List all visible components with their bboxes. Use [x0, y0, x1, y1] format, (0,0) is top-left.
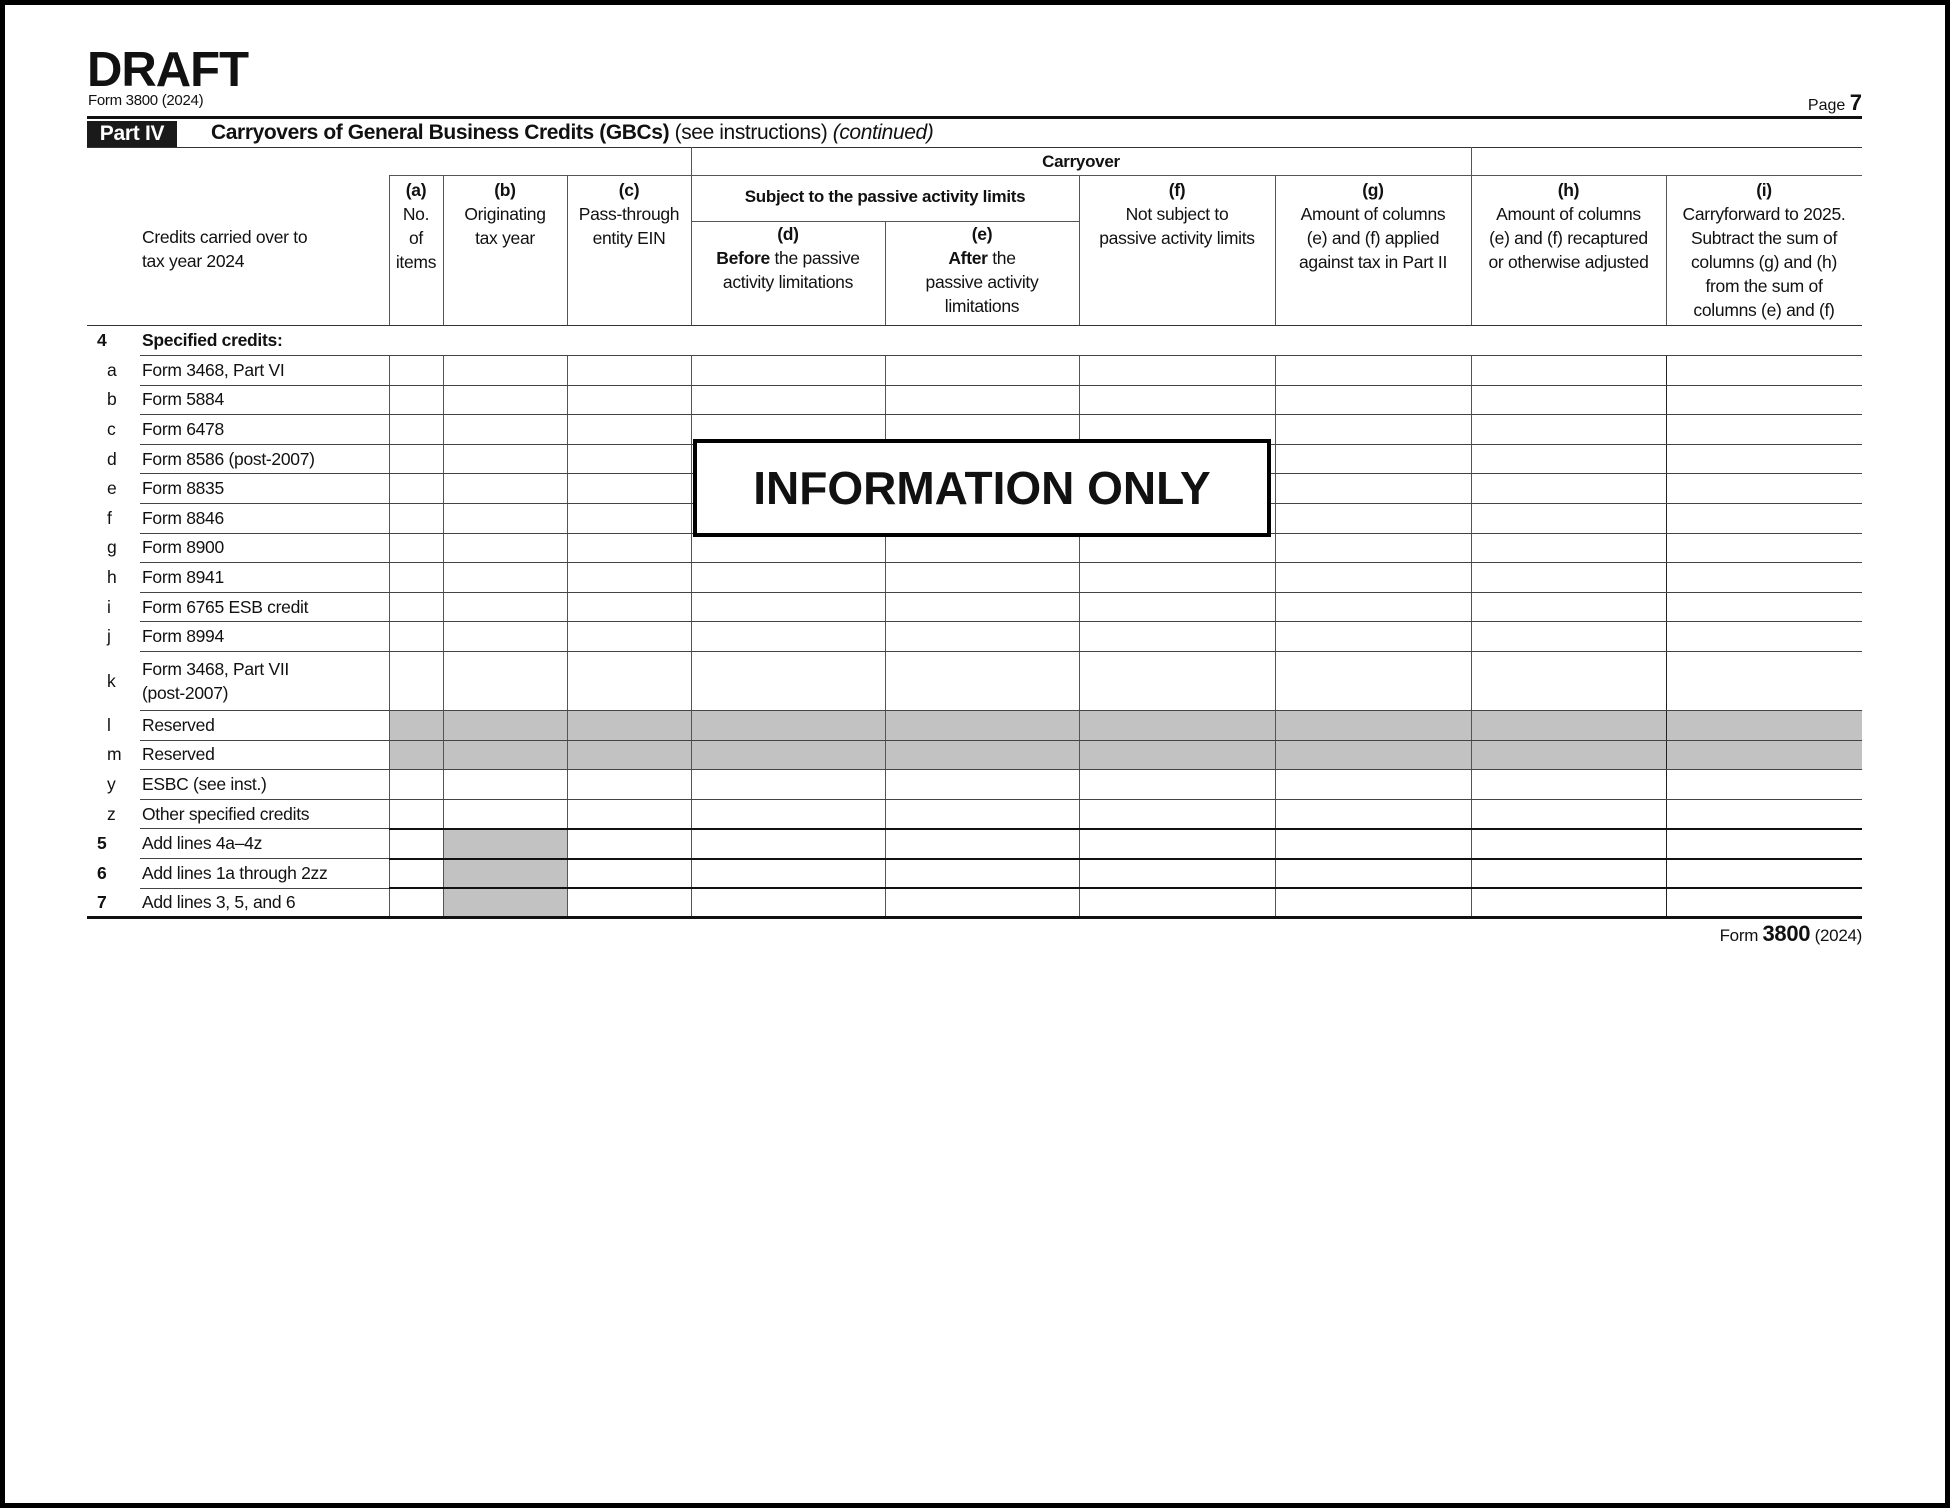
entry-cell-a[interactable] — [389, 770, 443, 800]
table-row — [87, 740, 1862, 770]
line-description: Reserved — [140, 711, 389, 741]
line-number: k — [107, 670, 116, 691]
line-description: Form 8900 — [140, 533, 389, 563]
subject-passive-header: Subject to the passive activity limits — [744, 187, 1026, 206]
entry-cell-d[interactable] — [691, 385, 885, 415]
col-text: columns (g) and (h) — [1690, 252, 1838, 272]
entry-cell-e[interactable] — [885, 829, 1079, 859]
entry-cell-h[interactable] — [1471, 563, 1666, 593]
entry-cell-a[interactable] — [389, 829, 443, 859]
entry-cell-i[interactable] — [1666, 504, 1862, 534]
entry-cell-i[interactable] — [1666, 799, 1862, 829]
line-description: Add lines 4a–4z — [140, 829, 389, 859]
entry-cell-d[interactable] — [691, 652, 885, 711]
line-description: Reserved — [140, 740, 389, 770]
line-description: Form 8994 — [140, 622, 389, 652]
line-number: b — [107, 389, 117, 410]
entry-cell-e[interactable] — [885, 888, 1079, 918]
line-description-text: (post-2007) — [142, 683, 229, 704]
entry-cell-a[interactable] — [389, 859, 443, 889]
line-number: m — [107, 744, 122, 765]
line-description: Form 8846 — [140, 504, 389, 534]
entry-cell-b[interactable] — [443, 474, 567, 504]
entry-cell-b — [443, 888, 567, 918]
entry-cell-i[interactable] — [1666, 444, 1862, 474]
line-description: Add lines 1a through 2zz — [140, 859, 389, 889]
col-text: entity EIN — [592, 228, 666, 248]
entry-cell-h[interactable] — [1471, 770, 1666, 800]
entry-cell-h[interactable] — [1471, 888, 1666, 918]
entry-cell-i[interactable] — [1666, 592, 1862, 622]
entry-cell-d — [691, 740, 885, 770]
entry-cell-f[interactable] — [1079, 533, 1275, 563]
entry-cell-a[interactable] — [389, 444, 443, 474]
entry-cell-b[interactable] — [443, 385, 567, 415]
entry-cell-i — [1666, 740, 1862, 770]
entry-cell-e[interactable] — [885, 356, 1079, 386]
col-text: from the sum of — [1705, 276, 1823, 296]
entry-cell-e[interactable] — [885, 563, 1079, 593]
credits-header — [142, 225, 307, 273]
entry-cell-i[interactable] — [1666, 652, 1862, 711]
entry-cell-i[interactable] — [1666, 356, 1862, 386]
credits-header-line: tax year 2024 — [142, 251, 245, 271]
col-g-header — [1275, 178, 1471, 274]
part-title-italic: (continued) — [832, 121, 934, 144]
entry-cell-h[interactable] — [1471, 859, 1666, 889]
part-label: Part IV — [87, 121, 177, 147]
entry-cell-a[interactable] — [389, 474, 443, 504]
line-number: f — [107, 507, 112, 528]
entry-cell-g[interactable] — [1275, 770, 1471, 800]
entry-cell-c[interactable] — [567, 504, 691, 534]
entry-cell-g[interactable] — [1275, 652, 1471, 711]
line-description: Form 8586 (post-2007) — [140, 444, 389, 474]
col-letter: (g) — [1362, 180, 1384, 200]
entry-cell-c[interactable] — [567, 356, 691, 386]
col-text: Subtract the sum of — [1690, 228, 1838, 248]
entry-cell-a[interactable] — [389, 799, 443, 829]
form-year: Form 3800 (2024) — [88, 92, 204, 109]
entry-cell-g[interactable] — [1275, 799, 1471, 829]
entry-cell-b[interactable] — [443, 622, 567, 652]
entry-cell-e[interactable] — [885, 799, 1079, 829]
entry-cell-f — [1079, 711, 1275, 741]
col-letter: (b) — [494, 180, 516, 200]
table-row — [87, 622, 1862, 652]
page-label: Page — [1807, 97, 1846, 114]
col-letter: (d) — [777, 224, 799, 244]
entry-cell-h[interactable] — [1471, 415, 1666, 445]
col-text: (e) and (f) recaptured — [1489, 228, 1648, 248]
entry-cell-a[interactable] — [389, 622, 443, 652]
entry-cell-f — [1079, 740, 1275, 770]
entry-cell-b[interactable] — [443, 770, 567, 800]
footer-form-number: 3800 — [1762, 921, 1811, 946]
line-description: Form 6765 ESB credit — [140, 592, 389, 622]
table-row — [87, 711, 1862, 741]
entry-cell-d — [691, 711, 885, 741]
credits-header-line: Credits carried over to — [142, 227, 308, 247]
entry-cell-h[interactable] — [1471, 444, 1666, 474]
entry-cell-f[interactable] — [1079, 799, 1275, 829]
carryover-table — [87, 326, 1862, 919]
entry-cell-c[interactable] — [567, 415, 691, 445]
line-description: Form 3468, Part VI — [140, 356, 389, 386]
line-number: h — [107, 567, 117, 588]
part-title — [211, 120, 933, 146]
entry-cell-i[interactable] — [1666, 385, 1862, 415]
table-row — [87, 652, 1862, 711]
entry-cell-a[interactable] — [389, 415, 443, 445]
entry-cell-e[interactable] — [885, 859, 1079, 889]
table-row — [87, 592, 1862, 622]
page-num: 7 — [1849, 90, 1862, 115]
entry-cell-h[interactable] — [1471, 622, 1666, 652]
entry-cell-h — [1471, 711, 1666, 741]
col-c-header — [567, 178, 691, 250]
entry-cell-a[interactable] — [389, 504, 443, 534]
entry-cell-c[interactable] — [567, 444, 691, 474]
table-row — [87, 533, 1862, 563]
entry-cell-c — [567, 740, 691, 770]
entry-cell-i[interactable] — [1666, 415, 1862, 445]
entry-cell-g — [1275, 711, 1471, 741]
col-text: activity limitations — [722, 272, 854, 292]
entry-cell-a[interactable] — [389, 563, 443, 593]
entry-cell-f[interactable] — [1079, 652, 1275, 711]
entry-cell-f[interactable] — [1079, 888, 1275, 918]
entry-cell-h[interactable] — [1471, 385, 1666, 415]
entry-cell-b[interactable] — [443, 415, 567, 445]
col-text: tax year — [475, 228, 535, 248]
col-bold: Before — [716, 248, 770, 268]
entry-cell-d[interactable] — [691, 799, 885, 829]
line-number: y — [107, 774, 116, 795]
entry-cell-d[interactable] — [691, 592, 885, 622]
entry-cell-c[interactable] — [567, 829, 691, 859]
col-bold: After — [948, 248, 988, 268]
line-description: Form 8941 — [140, 563, 389, 593]
col-text: items — [395, 252, 437, 272]
entry-cell-g[interactable] — [1275, 444, 1471, 474]
entry-cell-g[interactable] — [1275, 504, 1471, 534]
entry-cell-h[interactable] — [1471, 504, 1666, 534]
entry-cell-h[interactable] — [1471, 652, 1666, 711]
col-letter: (i) — [1756, 180, 1772, 200]
entry-cell-i[interactable] — [1666, 888, 1862, 918]
col-text: Not subject to — [1125, 204, 1229, 224]
line-number: e — [107, 478, 117, 499]
line-number: c — [107, 419, 116, 440]
line-number: 7 — [87, 888, 140, 918]
entry-cell-b[interactable] — [443, 356, 567, 386]
line-description: Form 5884 — [140, 385, 389, 415]
carryover-header: Carryover — [1042, 152, 1120, 171]
entry-cell-g[interactable] — [1275, 888, 1471, 918]
col-e-header — [885, 222, 1079, 318]
entry-cell-b[interactable] — [443, 563, 567, 593]
line-number: a — [107, 359, 117, 380]
table-row — [87, 888, 1862, 918]
entry-cell-d[interactable] — [691, 622, 885, 652]
line-description: Add lines 3, 5, and 6 — [140, 888, 389, 918]
entry-cell-i[interactable] — [1666, 622, 1862, 652]
entry-cell-a[interactable] — [389, 652, 443, 711]
entry-cell-b — [443, 859, 567, 889]
entry-cell-e — [885, 711, 1079, 741]
line-description-text: Form 3468, Part VII — [142, 659, 289, 680]
line-description: Form 8835 — [140, 474, 389, 504]
entry-cell-a[interactable] — [389, 592, 443, 622]
entry-cell-f[interactable] — [1079, 859, 1275, 889]
col-text: Amount of columns — [1300, 204, 1446, 224]
entry-cell-h[interactable] — [1471, 533, 1666, 563]
col-text: Originating — [464, 204, 546, 224]
entry-cell-b[interactable] — [443, 444, 567, 474]
col-letter: (f) — [1168, 180, 1186, 200]
table-row — [87, 563, 1862, 593]
entry-cell-i[interactable] — [1666, 770, 1862, 800]
entry-cell-d[interactable] — [691, 563, 885, 593]
col-letter: (a) — [405, 180, 427, 200]
col-letter: (c) — [618, 180, 640, 200]
footer-form-year: (2024) — [1810, 926, 1862, 945]
entry-cell-b[interactable] — [443, 592, 567, 622]
entry-cell-b — [443, 829, 567, 859]
col-text: limitations — [944, 296, 1020, 316]
entry-cell-i[interactable] — [1666, 859, 1862, 889]
entry-cell-f[interactable] — [1079, 592, 1275, 622]
col-text: Carryforward to 2025. — [1682, 204, 1846, 224]
entry-cell-d[interactable] — [691, 533, 885, 563]
entry-cell-e[interactable] — [885, 385, 1079, 415]
entry-cell-g[interactable] — [1275, 592, 1471, 622]
line-description: Form 6478 — [140, 415, 389, 445]
entry-cell-c[interactable] — [567, 770, 691, 800]
table-row — [87, 385, 1862, 415]
line-number: l — [107, 714, 111, 735]
line-number: j — [107, 626, 111, 647]
col-text: columns (e) and (f) — [1693, 300, 1835, 320]
entry-cell-a — [389, 711, 443, 741]
col-text: of — [409, 228, 423, 248]
entry-cell-c[interactable] — [567, 799, 691, 829]
col-text: passive activity — [925, 272, 1039, 292]
entry-cell-e — [885, 740, 1079, 770]
table-row — [87, 799, 1862, 829]
entry-cell-g[interactable] — [1275, 415, 1471, 445]
footer-form-label: Form — [1719, 926, 1763, 945]
col-text — [691, 246, 885, 270]
table-row — [87, 829, 1862, 859]
entry-cell-g[interactable] — [1275, 563, 1471, 593]
entry-cell-b — [443, 740, 567, 770]
information-only-watermark: INFORMATION ONLY — [693, 439, 1271, 537]
entry-cell-g[interactable] — [1275, 474, 1471, 504]
entry-cell-c[interactable] — [567, 563, 691, 593]
col-d-header — [691, 222, 885, 294]
line-number: g — [107, 537, 117, 558]
entry-cell-c[interactable] — [567, 622, 691, 652]
entry-cell-d[interactable] — [691, 859, 885, 889]
table-row — [87, 326, 1862, 356]
entry-cell-h[interactable] — [1471, 474, 1666, 504]
top-rule — [87, 116, 1862, 119]
entry-cell-d[interactable] — [691, 829, 885, 859]
col-i-header — [1666, 178, 1862, 322]
entry-cell-a — [389, 740, 443, 770]
part-rule — [87, 147, 1862, 148]
col-a-header — [389, 178, 443, 274]
entry-cell-c[interactable] — [567, 474, 691, 504]
entry-cell-i[interactable] — [1666, 533, 1862, 563]
entry-cell-e[interactable] — [885, 533, 1079, 563]
entry-cell-b[interactable] — [443, 652, 567, 711]
entry-cell-g[interactable] — [1275, 356, 1471, 386]
entry-cell-c[interactable] — [567, 652, 691, 711]
line-number: i — [107, 596, 111, 617]
line-number: 4 — [97, 330, 107, 351]
entry-cell-e[interactable] — [885, 622, 1079, 652]
entry-cell-c[interactable] — [567, 592, 691, 622]
line-description: ESBC (see inst.) — [140, 770, 389, 800]
entry-cell-a[interactable] — [389, 533, 443, 563]
entry-cell-h[interactable] — [1471, 829, 1666, 859]
footer-form — [1720, 921, 1862, 947]
entry-cell-i[interactable] — [1666, 563, 1862, 593]
entry-cell-c — [567, 711, 691, 741]
table-row — [87, 859, 1862, 889]
entry-cell-b[interactable] — [443, 533, 567, 563]
entry-cell-g[interactable] — [1275, 385, 1471, 415]
entry-cell-i — [1666, 711, 1862, 741]
entry-cell-c[interactable] — [567, 385, 691, 415]
draft-heading: DRAFT — [87, 43, 249, 97]
entry-cell-b — [443, 711, 567, 741]
entry-cell-a[interactable] — [389, 385, 443, 415]
col-b-header — [443, 178, 567, 250]
entry-cell-f[interactable] — [1079, 385, 1275, 415]
entry-cell-f[interactable] — [1079, 563, 1275, 593]
entry-cell-a[interactable] — [389, 888, 443, 918]
entry-cell-b[interactable] — [443, 504, 567, 534]
part-title-bold: Carryovers of General Business Credits (GBCs) — [211, 121, 670, 144]
line-number: 6 — [97, 862, 107, 883]
entry-cell-a[interactable] — [389, 356, 443, 386]
line-number: z — [107, 803, 116, 824]
col-text — [885, 246, 1079, 270]
col-text: (e) and (f) applied — [1306, 228, 1440, 248]
col-text: Pass-through — [578, 204, 680, 224]
line-number: 5 — [97, 833, 107, 854]
col-h-header — [1471, 178, 1666, 274]
col-text: or otherwise adjusted — [1488, 252, 1649, 272]
entry-cell-d[interactable] — [691, 888, 885, 918]
entry-cell-c[interactable] — [567, 888, 691, 918]
line-description: Specified credits: — [140, 326, 389, 356]
entry-cell-h[interactable] — [1471, 592, 1666, 622]
col-text: Amount of columns — [1496, 204, 1641, 224]
entry-cell-h — [1471, 740, 1666, 770]
page-number — [1808, 90, 1862, 116]
col-text: against tax in Part II — [1298, 252, 1448, 272]
col-letter: (h) — [1557, 180, 1580, 200]
entry-cell-e[interactable] — [885, 592, 1079, 622]
section-spacer — [389, 326, 1862, 356]
entry-cell-f[interactable] — [1079, 829, 1275, 859]
part-title-rest: (see instructions) — [669, 121, 833, 144]
entry-cell-d[interactable] — [691, 770, 885, 800]
entry-cell-i[interactable] — [1666, 474, 1862, 504]
entry-cell-h[interactable] — [1471, 356, 1666, 386]
entry-cell-h[interactable] — [1471, 799, 1666, 829]
table-row — [87, 356, 1862, 386]
entry-cell-f[interactable] — [1079, 356, 1275, 386]
col-f-header — [1079, 178, 1275, 250]
col-text: No. — [402, 204, 430, 224]
entry-cell-f[interactable] — [1079, 770, 1275, 800]
line-number: d — [107, 448, 117, 469]
entry-cell-c[interactable] — [567, 533, 691, 563]
entry-cell-g — [1275, 740, 1471, 770]
line-description — [140, 652, 389, 711]
entry-cell-g[interactable] — [1275, 533, 1471, 563]
line-description: Other specified credits — [140, 799, 389, 829]
entry-cell-e[interactable] — [885, 770, 1079, 800]
entry-cell-g[interactable] — [1275, 859, 1471, 889]
entry-cell-g[interactable] — [1275, 622, 1471, 652]
col-text: the passive — [769, 248, 860, 268]
table-row — [87, 770, 1862, 800]
col-text: passive activity limits — [1099, 228, 1255, 248]
divider — [389, 175, 1862, 176]
col-text: the — [987, 248, 1016, 268]
entry-cell-b[interactable] — [443, 799, 567, 829]
col-letter: (e) — [971, 224, 993, 244]
entry-cell-f[interactable] — [1079, 622, 1275, 652]
entry-cell-e[interactable] — [885, 652, 1079, 711]
entry-cell-c[interactable] — [567, 859, 691, 889]
entry-cell-d[interactable] — [691, 356, 885, 386]
entry-cell-g[interactable] — [1275, 829, 1471, 859]
entry-cell-i[interactable] — [1666, 829, 1862, 859]
